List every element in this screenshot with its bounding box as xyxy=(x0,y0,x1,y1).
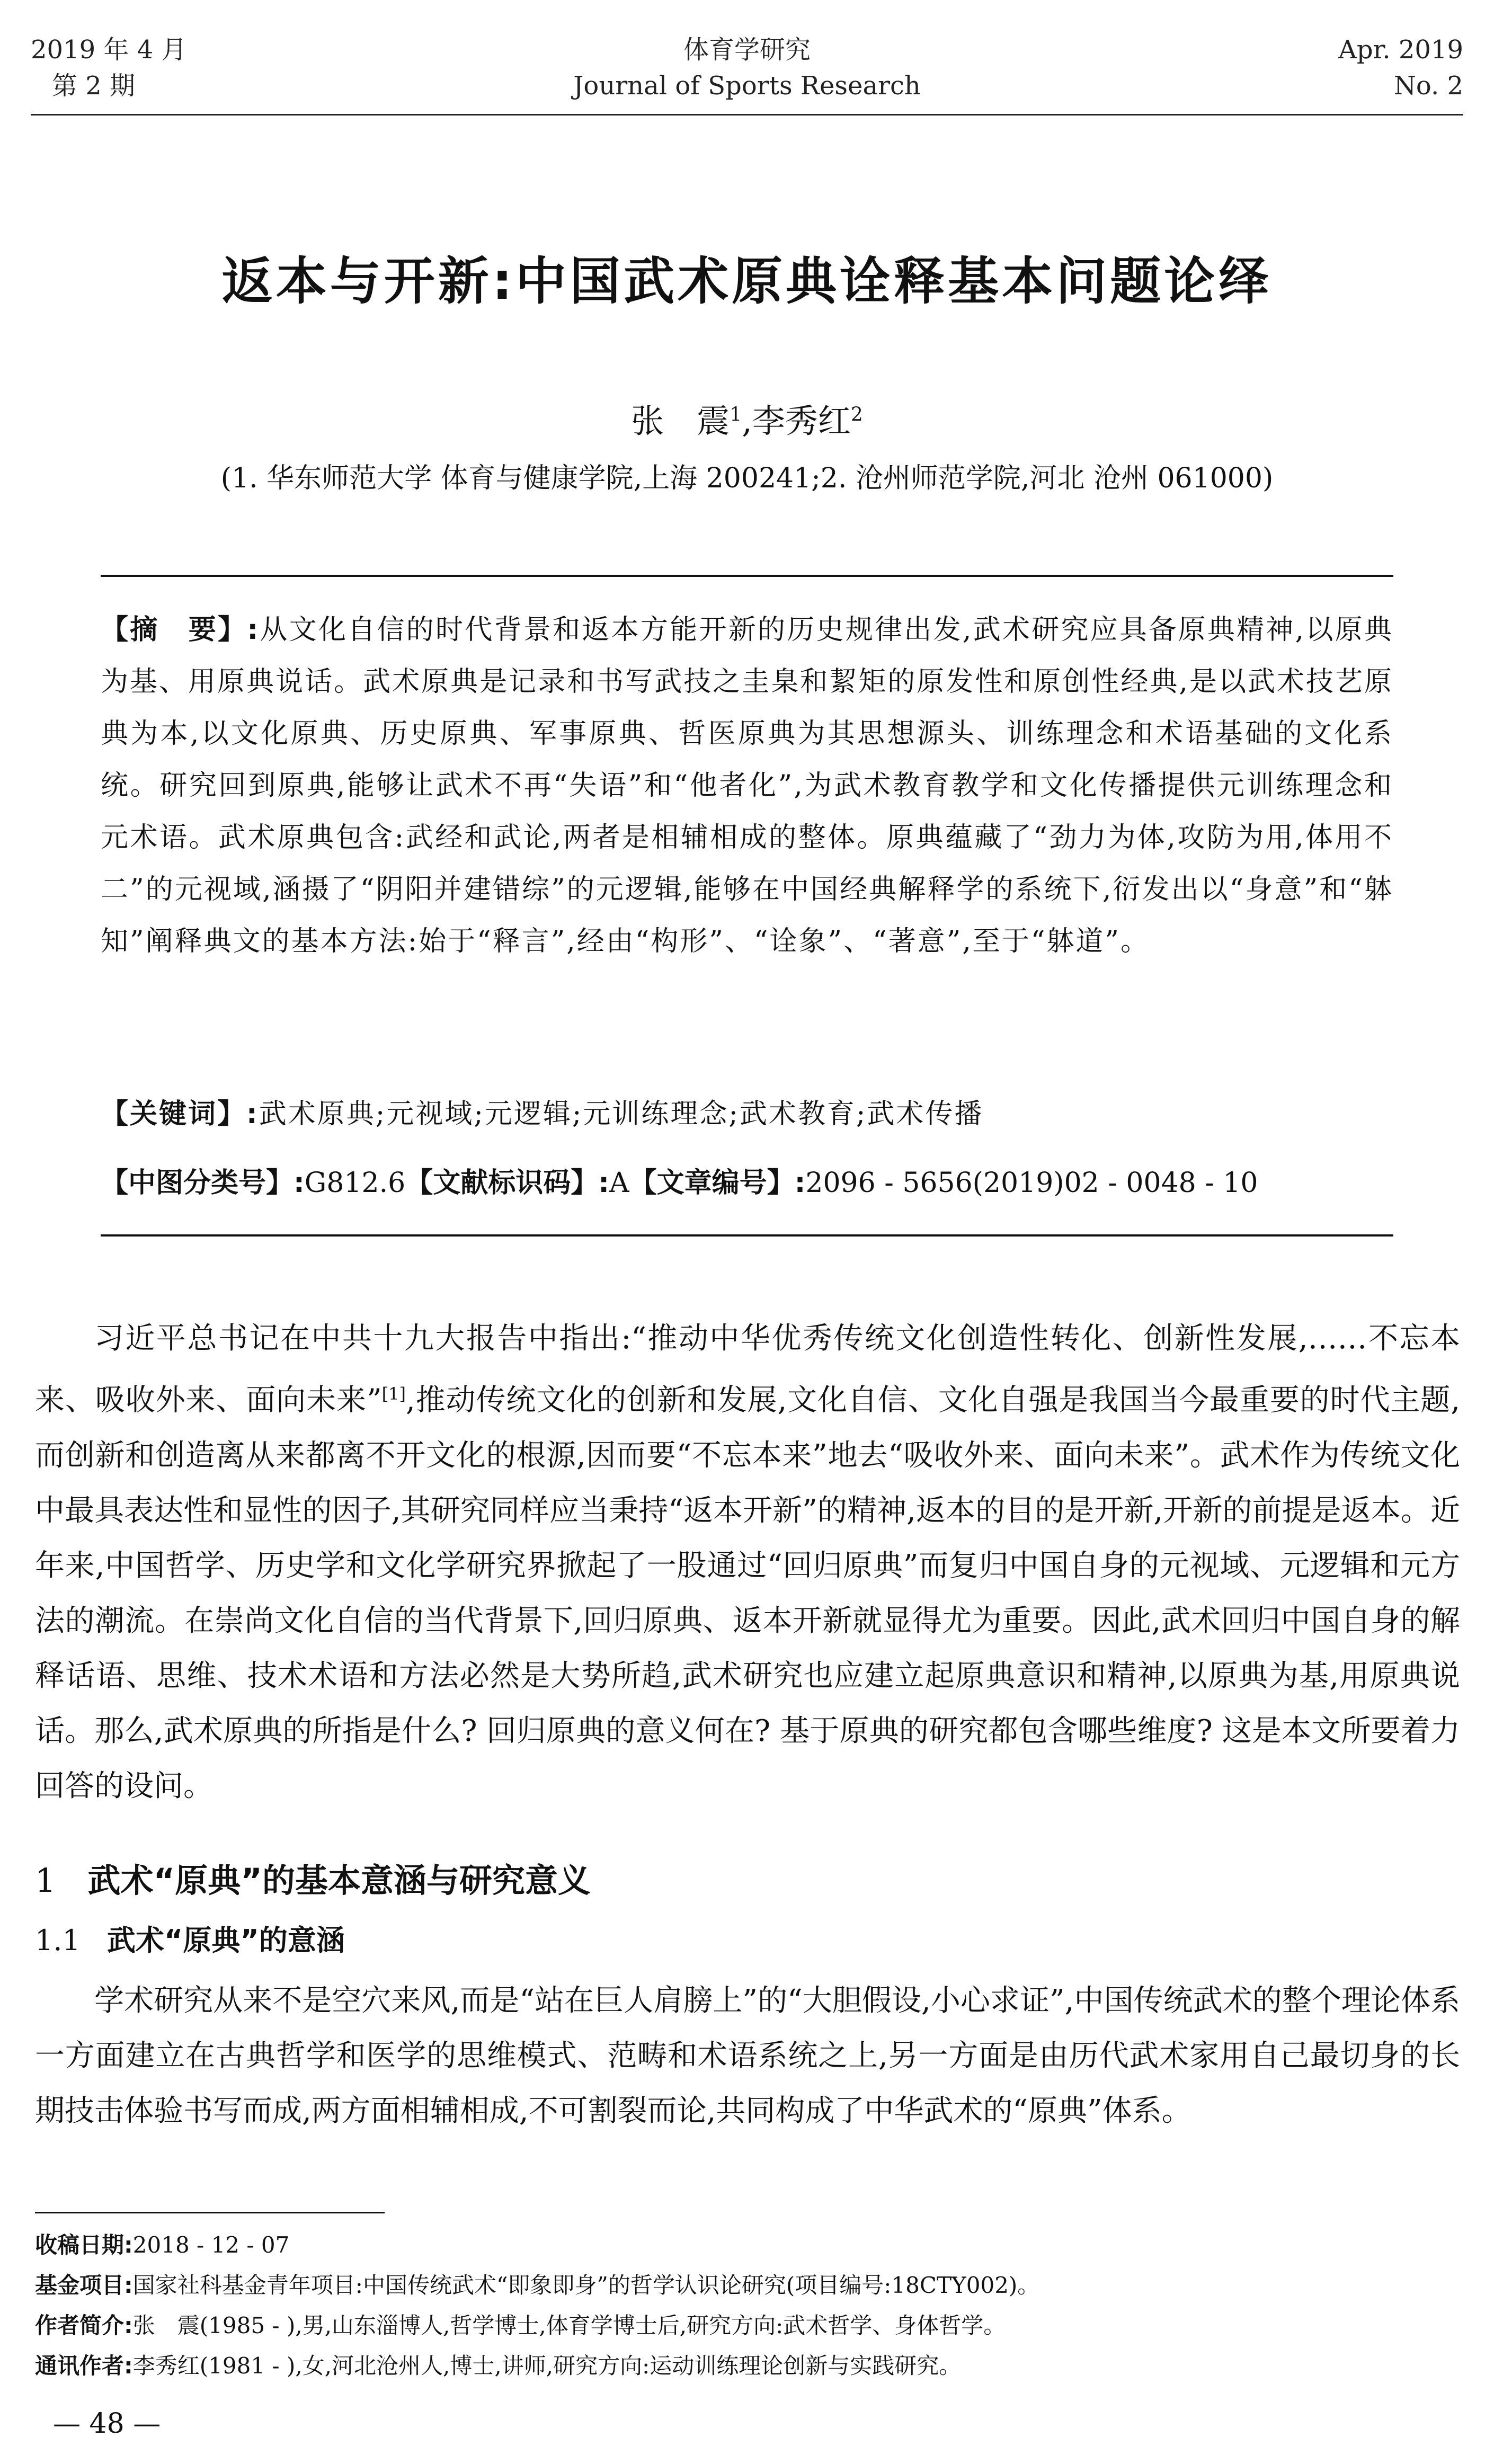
affiliation-marker: 1 xyxy=(730,404,742,426)
author-name: 李秀红 xyxy=(752,402,851,440)
abstract-top-rule xyxy=(101,575,1393,577)
header-issue: 第 2 期 xyxy=(52,71,136,101)
subsection-heading xyxy=(35,1918,345,1959)
journal-name-zh: 体育学研究 xyxy=(683,35,811,65)
author-bio-label: 作者简介: xyxy=(35,2312,133,2338)
author-separator: , xyxy=(742,402,752,440)
clc-label: 【中图分类号】: xyxy=(101,1167,305,1199)
paragraph-text: ,推动传统文化的创新和发展,文化自信、文化自强是我国当今最重要的时代主题,而创新和创造离从来都离不开文化的根源,因而要“不忘本来”地去“吸收外来、面向未来”。武术作为传统文化中最具表达性和显性的因子,其研究同样应当秉持“返本开新”的精神,返本的目的是开新,开新的前提是返本。近年来,中国哲学、历史学和文化学研究界掀起了一股通过“回归原典”而复归中国自身的元视域、元逻辑和元方法的潮流。在崇尚文化自信的当代背景下,回归原典、返本开新就显得尤为重要。因此,武术回归中国自身的解释话语、思维、技术术语和方法必然是大势所趋,武术研究也应建立起原典意识和精神,以原典为基,用原典说话。那么,武术原典的所指是什么? 回归原典的意义何在? 基于原典的研究都包含哪些维度? 这是本文所要着力回答的设问。 xyxy=(35,1383,1460,1803)
fund-value: 国家社科基金青年项目:中国传统武术“即象即身”的哲学认识论研究(项目编号:18CTY002)。 xyxy=(132,2272,1040,2298)
abstract-paragraph xyxy=(101,604,1393,967)
author-line xyxy=(0,395,1494,442)
citation-ref[interactable]: [1] xyxy=(381,1384,406,1404)
classification-line xyxy=(101,1158,1393,1208)
section-title: 武术“原典”的基本意涵与研究意义 xyxy=(87,1861,591,1900)
intro-section xyxy=(35,1311,1460,1814)
affiliations: (1. 华东师范大学 体育与健康学院,上海 200241;2. 沧州师范学院,河北 沧州 061000) xyxy=(220,462,1274,494)
header-issue-en: No. 2 xyxy=(1393,71,1463,101)
abstract-label: 【摘 要】: xyxy=(101,614,260,646)
footnote-fund xyxy=(35,2265,1460,2306)
author-bio-value: 张 震(1985 - ),男,山东淄博人,哲学博士,体育学博士后,研究方向:武术哲学、身体哲学。 xyxy=(132,2312,1006,2338)
running-header-issue-en xyxy=(1338,32,1463,104)
keywords-label: 【关键词】: xyxy=(101,1098,259,1130)
doc-code-label: 【文献标识码】: xyxy=(405,1167,609,1199)
running-header-journal xyxy=(0,32,1494,104)
keywords-text: 武术原典;元视域;元逻辑;元训练理念;武术教育;武术传播 xyxy=(259,1098,984,1130)
page-number: — 48 — xyxy=(53,2408,161,2440)
subsection-body xyxy=(35,1973,1460,2139)
paragraph-text: 习近平总书记在中共十九大报告中指出:“推动中华优秀传统文化创造性转化、创新性发展,……不忘本来、吸收外来、面向未来” xyxy=(35,1321,1460,1418)
article-id-label: 【文章编号】: xyxy=(629,1167,806,1199)
header-date: 2019 年 4 月 xyxy=(31,35,187,65)
abstract-bottom-rule xyxy=(101,1234,1393,1237)
subsection-title: 武术“原典”的意涵 xyxy=(106,1924,345,1957)
header-rule xyxy=(31,114,1463,115)
header-date-en: Apr. 2019 xyxy=(1338,35,1463,65)
affiliation-marker: 2 xyxy=(850,404,863,426)
corresponding-value: 李秀红(1981 - ),女,河北沧州人,博士,讲师,研究方向:运动训练理论创新与实践研究。 xyxy=(132,2353,962,2379)
footnotes xyxy=(35,2225,1460,2386)
footnote-rule xyxy=(35,2212,385,2213)
article-title: 返本与开新:中国武术原典诠释基本问题论绎 xyxy=(221,252,1273,311)
footnote-corresponding xyxy=(35,2346,1460,2386)
corresponding-label: 通讯作者: xyxy=(35,2353,133,2379)
journal-name-en: Journal of Sports Research xyxy=(573,71,921,101)
received-value: 2018 - 12 - 07 xyxy=(132,2232,290,2258)
section-number: 1 xyxy=(35,1861,56,1900)
article-id-value: 2096 - 5656(2019)02 - 0048 - 10 xyxy=(805,1167,1258,1199)
subsection-number: 1.1 xyxy=(35,1924,81,1957)
body-paragraph: 学术研究从来不是空穴来风,而是“站在巨人肩膀上”的“大胆假设,小心求证”,中国传统武术的整个理论体系一方面建立在古典哲学和医学的思维模式、范畴和术语系统之上,另一方面是由历代武术家用自己最切身的长期技击体验书写而成,两方面相辅相成,不可割裂而论,共同构成了中华武术的“原典”体系。 xyxy=(35,1983,1460,2128)
fund-label: 基金项目: xyxy=(35,2272,133,2298)
clc-value: G812.6 xyxy=(304,1167,406,1199)
footnote-author xyxy=(35,2306,1460,2346)
abstract-text: 从文化自信的时代背景和返本方能开新的历史规律出发,武术研究应具备原典精神,以原典为基、用原典说话。武术原典是记录和书写武技之圭臬和絜矩的原发性和原创性经典,是以武术技艺原典为本,以文化原典、历史原典、军事原典、哲医原典为其思想源头、训练理念和术语基础的文化系统。研究回到原典,能够让武术不再“失语”和“他者化”,为武术教育教学和文化传播提供元训练理念和元术语。武术原典包含:武经和武论,两者是相辅相成的整体。原典蕴藏了“劲力为体,攻防为用,体用不二”的元视域,涵摄了“阴阳并建错综”的元逻辑,能够在中国经典解释学的系统下,衍发出以“身意”和“躰知”阐释典文的基本方法:始于“释言”,经由“构形”、“诠象”、“著意”,至于“躰道”。 xyxy=(101,614,1394,957)
keywords xyxy=(101,1089,1393,1140)
author-name: 张 震 xyxy=(631,402,730,440)
footnote-received xyxy=(35,2225,1460,2265)
section-heading xyxy=(35,1854,591,1901)
abstract xyxy=(101,604,1393,967)
doc-code-value: A xyxy=(609,1167,629,1199)
body-paragraph xyxy=(35,1311,1460,1814)
received-label: 收稿日期: xyxy=(35,2232,133,2258)
